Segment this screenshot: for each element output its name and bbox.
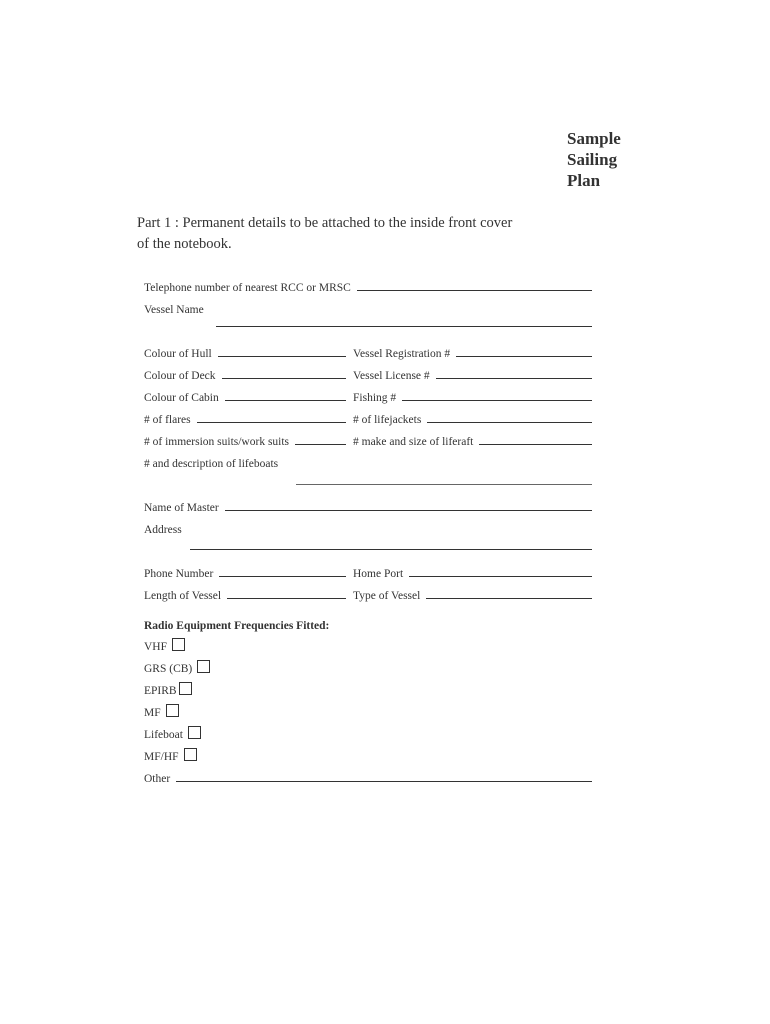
other-field[interactable] bbox=[176, 781, 592, 782]
telephone-rcc-field[interactable] bbox=[357, 290, 592, 291]
grs-row bbox=[144, 659, 592, 675]
vessel-license-label: Vessel License # bbox=[353, 370, 430, 382]
immersion-suits-label: # of immersion suits/work suits bbox=[144, 436, 290, 448]
mfhf-row bbox=[144, 747, 592, 763]
telephone-rcc-label: Telephone number of nearest RCC or MRSC bbox=[144, 282, 351, 294]
immersion-suits-field[interactable] bbox=[295, 444, 346, 445]
title-line-2: Sailing bbox=[567, 150, 618, 169]
vessel-registration-field[interactable] bbox=[456, 356, 592, 357]
phone-number-label: Phone Number bbox=[144, 568, 214, 580]
radio-heading-row bbox=[144, 616, 592, 632]
master-row bbox=[144, 498, 592, 514]
length-vessel-label: Length of Vessel bbox=[144, 590, 222, 602]
mfhf-checkbox[interactable] bbox=[184, 748, 197, 761]
lifeboats-field[interactable] bbox=[296, 484, 592, 485]
home-port-field[interactable] bbox=[409, 576, 592, 577]
home-port-label: Home Port bbox=[353, 568, 404, 580]
other-row bbox=[144, 769, 592, 785]
radio-heading: Radio Equipment Frequencies Fitted: bbox=[144, 620, 330, 632]
type-vessel-field[interactable] bbox=[426, 598, 592, 599]
vessel-name-field[interactable] bbox=[216, 326, 592, 327]
master-name-field[interactable] bbox=[225, 510, 592, 511]
liferaft-label: # make and size of liferaft bbox=[353, 436, 474, 448]
mf-row bbox=[144, 703, 592, 719]
epirb-checkbox[interactable] bbox=[179, 682, 192, 695]
colour-cabin-label: Colour of Cabin bbox=[144, 392, 219, 404]
vessel-name-row bbox=[144, 300, 592, 316]
vessel-registration-label: Vessel Registration # bbox=[353, 348, 451, 360]
cabin-fishing-row bbox=[144, 388, 592, 404]
address-label: Address bbox=[144, 524, 182, 536]
other-label: Other bbox=[144, 773, 171, 785]
address-row bbox=[144, 520, 592, 536]
liferaft-field[interactable] bbox=[479, 444, 592, 445]
intro-text bbox=[137, 213, 557, 255]
grs-label: GRS (CB) bbox=[144, 663, 193, 675]
deck-license-row bbox=[144, 366, 592, 382]
lifeboats-label: # and description of lifeboats bbox=[144, 458, 279, 470]
colour-hull-field[interactable] bbox=[218, 356, 346, 357]
vessel-license-field[interactable] bbox=[436, 378, 592, 379]
colour-deck-label: Colour of Deck bbox=[144, 370, 216, 382]
vhf-checkbox[interactable] bbox=[172, 638, 185, 651]
phone-homeport-row bbox=[144, 564, 592, 580]
phone-number-field[interactable] bbox=[219, 576, 346, 577]
flares-lifejackets-row bbox=[144, 410, 592, 426]
type-vessel-label: Type of Vessel bbox=[353, 590, 421, 602]
lifejackets-field[interactable] bbox=[427, 422, 592, 423]
intro-line-1: Part 1 : Permanent details to be attached to the inside front cover bbox=[137, 215, 513, 231]
length-type-row bbox=[144, 586, 592, 602]
fishing-field[interactable] bbox=[402, 400, 592, 401]
colour-deck-field[interactable] bbox=[222, 378, 346, 379]
fishing-label: Fishing # bbox=[353, 392, 397, 404]
mfhf-label: MF/HF bbox=[144, 751, 179, 763]
lifeboat-radio-label: Lifeboat bbox=[144, 729, 183, 741]
telephone-rcc-row bbox=[144, 278, 592, 294]
colour-cabin-field[interactable] bbox=[225, 400, 346, 401]
address-field[interactable] bbox=[190, 549, 592, 550]
lifeboats-row bbox=[144, 454, 592, 470]
title-line-3: Plan bbox=[567, 171, 601, 190]
length-vessel-field[interactable] bbox=[227, 598, 346, 599]
colour-hull-label: Colour of Hull bbox=[144, 348, 212, 360]
hull-registration-row bbox=[144, 344, 592, 360]
master-name-label: Name of Master bbox=[144, 502, 219, 514]
vhf-row bbox=[144, 637, 592, 653]
vessel-name-label: Vessel Name bbox=[144, 304, 204, 316]
lifeboat-row bbox=[144, 725, 592, 741]
mf-label: MF bbox=[144, 707, 161, 719]
epirb-row bbox=[144, 681, 592, 697]
title-line-1: Sample bbox=[567, 129, 621, 148]
grs-checkbox[interactable] bbox=[197, 660, 210, 673]
lifeboat-radio-checkbox[interactable] bbox=[188, 726, 201, 739]
intro-line-2: of the notebook. bbox=[137, 236, 232, 252]
epirb-label: EPIRB bbox=[144, 685, 177, 697]
document-title bbox=[567, 128, 657, 191]
flares-field[interactable] bbox=[197, 422, 346, 423]
flares-label: # of flares bbox=[144, 414, 191, 426]
mf-checkbox[interactable] bbox=[166, 704, 179, 717]
immersion-liferaft-row bbox=[144, 432, 592, 448]
vhf-label: VHF bbox=[144, 641, 168, 653]
lifejackets-label: # of lifejackets bbox=[353, 414, 422, 426]
